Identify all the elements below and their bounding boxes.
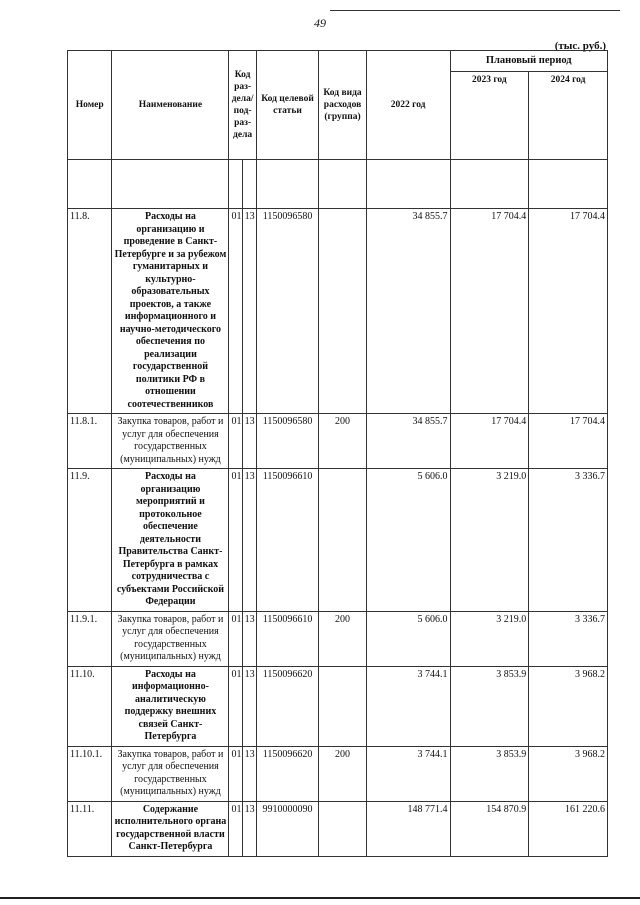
table-row (68, 414, 608, 469)
table-row (68, 746, 608, 801)
row-section: 01 (229, 414, 242, 469)
row-name: Закупка товаров, работ и услуг для обеспечения государственных (муниципальных) нужд (112, 414, 229, 469)
table-header (68, 51, 608, 209)
header-spacer (68, 160, 112, 209)
row-section: 01 (229, 209, 242, 414)
row-section: 01 (229, 469, 242, 612)
row-amount-2024: 17 704.4 (529, 414, 608, 469)
table-row (68, 611, 608, 666)
row-amount-2022: 5 606.0 (366, 611, 450, 666)
row-amount-2022: 5 606.0 (366, 469, 450, 612)
row-amount-2022: 148 771.4 (366, 801, 450, 856)
row-section: 01 (229, 666, 242, 746)
row-expense-type (319, 666, 366, 746)
row-expense-type: 200 (319, 746, 366, 801)
row-amount-2022: 34 855.7 (366, 414, 450, 469)
table-body (68, 209, 608, 857)
row-name: Расходы на организацию и проведение в Санкт-Петербурге и за рубежом гуманитарных и культурно-образовательных проектов, а также информационного и научно-методического обеспечения по реализации государственной политики РФ в отношении соотечественников (112, 209, 229, 414)
row-expense-type (319, 801, 366, 856)
row-amount-2023: 3 853.9 (450, 666, 529, 746)
table-row (68, 801, 608, 856)
row-subsection: 13 (242, 801, 256, 856)
header-spacer (242, 160, 256, 209)
row-target-code: 1150096580 (256, 209, 319, 414)
row-amount-2022: 3 744.1 (366, 666, 450, 746)
header-year-2023: 2023 год (450, 72, 529, 160)
row-expense-type (319, 469, 366, 612)
budget-table (67, 50, 608, 857)
row-amount-2024: 17 704.4 (529, 209, 608, 414)
row-amount-2024: 3 968.2 (529, 746, 608, 801)
header-number: Номер (68, 51, 112, 160)
row-target-code: 1150096580 (256, 414, 319, 469)
row-amount-2023: 154 870.9 (450, 801, 529, 856)
row-amount-2024: 161 220.6 (529, 801, 608, 856)
header-year-2022: 2022 год (366, 51, 450, 160)
header-planned-period: Плановый период (450, 51, 608, 72)
header-section: Код раз- дела/ под- раз- дела (229, 51, 256, 160)
header-spacer (112, 160, 229, 209)
header-spacer (450, 160, 529, 209)
header-spacer (256, 160, 319, 209)
row-section: 01 (229, 611, 242, 666)
row-amount-2023: 3 219.0 (450, 469, 529, 612)
row-name: Закупка товаров, работ и услуг для обеспечения государственных (муниципальных) нужд (112, 611, 229, 666)
header-name: Наименование (112, 51, 229, 160)
row-number: 11.8.1. (68, 414, 112, 469)
header-target: Код целевой статьи (256, 51, 319, 160)
row-amount-2024: 3 336.7 (529, 469, 608, 612)
row-target-code: 1150096620 (256, 666, 319, 746)
row-name: Закупка товаров, работ и услуг для обеспечения государственных (муниципальных) нужд (112, 746, 229, 801)
row-amount-2022: 3 744.1 (366, 746, 450, 801)
header-year-2024: 2024 год (529, 72, 608, 160)
header-spacer (229, 160, 242, 209)
row-amount-2023: 17 704.4 (450, 414, 529, 469)
row-target-code: 9910000090 (256, 801, 319, 856)
row-number: 11.9. (68, 469, 112, 612)
row-name: Расходы на организацию мероприятий и протокольное обеспечение деятельности Правительства Санкт-Петербурга в рамках сотрудничества с субъектами Российской Федерации (112, 469, 229, 612)
row-name: Расходы на информационно-аналитическую поддержку внешних связей Санкт-Петербурга (112, 666, 229, 746)
row-target-code: 1150096620 (256, 746, 319, 801)
header-spacer (319, 160, 366, 209)
row-number: 11.10.1. (68, 746, 112, 801)
row-number: 11.11. (68, 801, 112, 856)
row-target-code: 1150096610 (256, 469, 319, 612)
row-section: 01 (229, 746, 242, 801)
units-label: (тыс. руб.) (554, 40, 606, 52)
row-amount-2023: 17 704.4 (450, 209, 529, 414)
row-subsection: 13 (242, 746, 256, 801)
row-name: Содержание исполнительного органа государственной власти Санкт-Петербурга (112, 801, 229, 856)
row-amount-2023: 3 853.9 (450, 746, 529, 801)
row-number: 11.8. (68, 209, 112, 414)
row-section: 01 (229, 801, 242, 856)
row-subsection: 13 (242, 469, 256, 612)
table-row (68, 209, 608, 414)
row-expense-type: 200 (319, 611, 366, 666)
table-row (68, 469, 608, 612)
row-amount-2024: 3 336.7 (529, 611, 608, 666)
header-spacer (366, 160, 450, 209)
footer-rule (0, 897, 640, 899)
row-subsection: 13 (242, 414, 256, 469)
row-subsection: 13 (242, 666, 256, 746)
top-rule (330, 10, 620, 11)
row-target-code: 1150096610 (256, 611, 319, 666)
row-number: 11.10. (68, 666, 112, 746)
row-amount-2024: 3 968.2 (529, 666, 608, 746)
header-expense-type: Код вида расходов (группа) (319, 51, 366, 160)
row-amount-2023: 3 219.0 (450, 611, 529, 666)
row-expense-type (319, 209, 366, 414)
row-expense-type: 200 (319, 414, 366, 469)
row-number: 11.9.1. (68, 611, 112, 666)
header-spacer (529, 160, 608, 209)
row-subsection: 13 (242, 611, 256, 666)
row-amount-2022: 34 855.7 (366, 209, 450, 414)
table-row (68, 666, 608, 746)
row-subsection: 13 (242, 209, 256, 414)
page-number: 49 (314, 16, 326, 30)
